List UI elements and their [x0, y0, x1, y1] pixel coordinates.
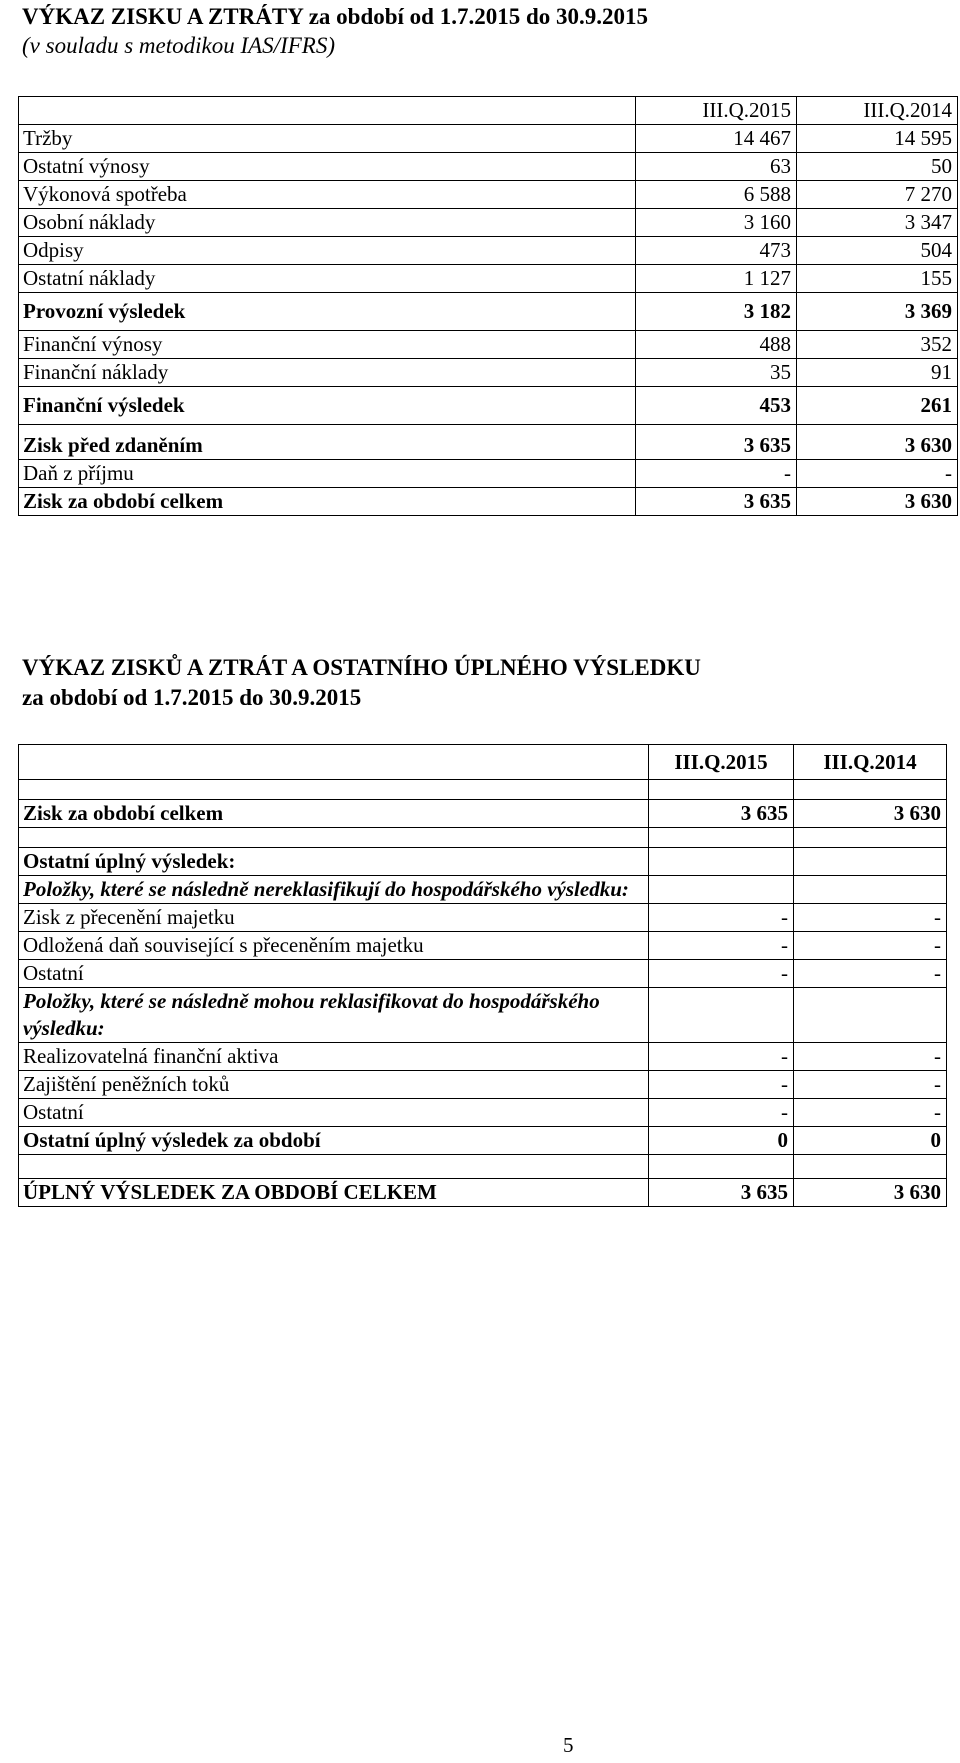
- value-cell: 453: [636, 387, 797, 425]
- value-cell: 3 630: [797, 488, 958, 516]
- column-header: III.Q.2015: [636, 97, 797, 125]
- report1-title: VÝKAZ ZISKU A ZTRÁTY za období od 1.7.2015 do 30.9.2015: [22, 4, 649, 29]
- value-cell: 1 127: [636, 265, 797, 293]
- row-label: Finanční náklady: [19, 359, 636, 387]
- value-cell: 3 635: [649, 1179, 794, 1207]
- group-label: Položky, které se následně mohou reklasifikovat do hospodářského výsledku:: [19, 988, 649, 1043]
- value-cell: [649, 876, 794, 904]
- table-row: [19, 1099, 947, 1127]
- header-label-cell: [19, 745, 649, 780]
- row-label: Realizovatelná finanční aktiva: [19, 1043, 649, 1071]
- row-label: Zisk za období celkem: [19, 800, 649, 828]
- value-cell: [649, 988, 794, 1043]
- value-cell: -: [649, 904, 794, 932]
- value-cell: 0: [649, 1127, 794, 1155]
- column-header: III.Q.2014: [797, 97, 958, 125]
- value-cell: -: [649, 1043, 794, 1071]
- report2-title: VÝKAZ ZISKŮ A ZTRÁT A OSTATNÍHO ÚPLNÉHO VÝSLEDKU: [22, 655, 701, 680]
- table-row: [19, 265, 958, 293]
- table-row: [19, 460, 958, 488]
- row-label: Ostatní náklady: [19, 265, 636, 293]
- table-header-row: [19, 97, 958, 125]
- table-row: [19, 1127, 947, 1155]
- group-label: Položky, které se následně nereklasifikují do hospodářského výsledku:: [19, 876, 649, 904]
- value-cell: [794, 876, 947, 904]
- value-cell: 3 635: [636, 425, 797, 460]
- row-label: Daň z příjmu: [19, 460, 636, 488]
- spacer-cell: [649, 780, 794, 800]
- spacer-cell: [794, 780, 947, 800]
- table-row: [19, 988, 947, 1043]
- value-cell: -: [794, 1043, 947, 1071]
- value-cell: -: [794, 960, 947, 988]
- row-label: Ostatní výnosy: [19, 153, 636, 181]
- row-label: Osobní náklady: [19, 209, 636, 237]
- value-cell: 35: [636, 359, 797, 387]
- spacer-cell: [794, 1155, 947, 1179]
- row-label: Tržby: [19, 125, 636, 153]
- value-cell: 3 160: [636, 209, 797, 237]
- value-cell: 261: [797, 387, 958, 425]
- row-label: Zisk před zdaněním: [19, 425, 636, 460]
- value-cell: 91: [797, 359, 958, 387]
- table-row: [19, 125, 958, 153]
- row-label: Ostatní: [19, 960, 649, 988]
- row-label: Odpisy: [19, 237, 636, 265]
- value-cell: 155: [797, 265, 958, 293]
- column-header: III.Q.2015: [649, 745, 794, 780]
- spacer-row: [19, 1155, 947, 1179]
- value-cell: -: [649, 932, 794, 960]
- value-cell: 352: [797, 331, 958, 359]
- value-cell: 3 630: [794, 800, 947, 828]
- row-label: Finanční výnosy: [19, 331, 636, 359]
- value-cell: 504: [797, 237, 958, 265]
- page-number: 5: [563, 1733, 574, 1757]
- value-cell: 63: [636, 153, 797, 181]
- table-row: [19, 293, 958, 331]
- header-label-cell: [19, 97, 636, 125]
- value-cell: -: [636, 460, 797, 488]
- row-label: Ostatní úplný výsledek za období: [19, 1127, 649, 1155]
- report2-subtitle: za období od 1.7.2015 do 30.9.2015: [22, 685, 362, 710]
- table-row: [19, 209, 958, 237]
- table-row: [19, 904, 947, 932]
- table-row: [19, 1043, 947, 1071]
- report1-subtitle: (v souladu s metodikou IAS/IFRS): [22, 33, 335, 58]
- value-cell: -: [794, 932, 947, 960]
- value-cell: 3 630: [797, 425, 958, 460]
- row-label: Odložená daň související s přeceněním majetku: [19, 932, 649, 960]
- row-label: Finanční výsledek: [19, 387, 636, 425]
- income-statement-table: [18, 96, 958, 516]
- table-row: [19, 932, 947, 960]
- value-cell: -: [794, 1099, 947, 1127]
- table-row: [19, 181, 958, 209]
- value-cell: 3 369: [797, 293, 958, 331]
- value-cell: 473: [636, 237, 797, 265]
- value-cell: -: [649, 1071, 794, 1099]
- row-label: Zisk z přecenění majetku: [19, 904, 649, 932]
- row-label: ÚPLNÝ VÝSLEDEK ZA OBDOBÍ CELKEM: [19, 1179, 649, 1207]
- table-row: [19, 800, 947, 828]
- value-cell: 3 182: [636, 293, 797, 331]
- spacer-row: [19, 780, 947, 800]
- row-label: Ostatní: [19, 1099, 649, 1127]
- spacer-cell: [19, 1155, 649, 1179]
- table-row: [19, 1179, 947, 1207]
- value-cell: [794, 848, 947, 876]
- table-row: [19, 359, 958, 387]
- row-label: Výkonová spotřeba: [19, 181, 636, 209]
- value-cell: [794, 988, 947, 1043]
- row-label: Zisk za období celkem: [19, 488, 636, 516]
- comprehensive-income-table: [18, 744, 947, 1207]
- table-row: [19, 848, 947, 876]
- value-cell: 14 467: [636, 125, 797, 153]
- value-cell: 0: [794, 1127, 947, 1155]
- row-label: Zajištění peněžních toků: [19, 1071, 649, 1099]
- value-cell: 3 635: [649, 800, 794, 828]
- value-cell: 6 588: [636, 181, 797, 209]
- row-label: Ostatní úplný výsledek:: [19, 848, 649, 876]
- spacer-cell: [19, 828, 649, 848]
- spacer-cell: [649, 828, 794, 848]
- value-cell: 3 630: [794, 1179, 947, 1207]
- value-cell: 488: [636, 331, 797, 359]
- spacer-cell: [794, 828, 947, 848]
- table-row: [19, 876, 947, 904]
- table-row: [19, 960, 947, 988]
- table-row: [19, 153, 958, 181]
- value-cell: 50: [797, 153, 958, 181]
- value-cell: 3 347: [797, 209, 958, 237]
- spacer-row: [19, 828, 947, 848]
- table-row: [19, 488, 958, 516]
- value-cell: [649, 848, 794, 876]
- value-cell: -: [649, 1099, 794, 1127]
- value-cell: -: [649, 960, 794, 988]
- value-cell: 3 635: [636, 488, 797, 516]
- spacer-cell: [649, 1155, 794, 1179]
- value-cell: 14 595: [797, 125, 958, 153]
- value-cell: -: [797, 460, 958, 488]
- row-label: Provozní výsledek: [19, 293, 636, 331]
- table-header-row: [19, 745, 947, 780]
- value-cell: -: [794, 1071, 947, 1099]
- column-header: III.Q.2014: [794, 745, 947, 780]
- table-row: [19, 425, 958, 460]
- table-row: [19, 1071, 947, 1099]
- table-row: [19, 387, 958, 425]
- value-cell: 7 270: [797, 181, 958, 209]
- table-row: [19, 237, 958, 265]
- table-row: [19, 331, 958, 359]
- value-cell: -: [794, 904, 947, 932]
- spacer-cell: [19, 780, 649, 800]
